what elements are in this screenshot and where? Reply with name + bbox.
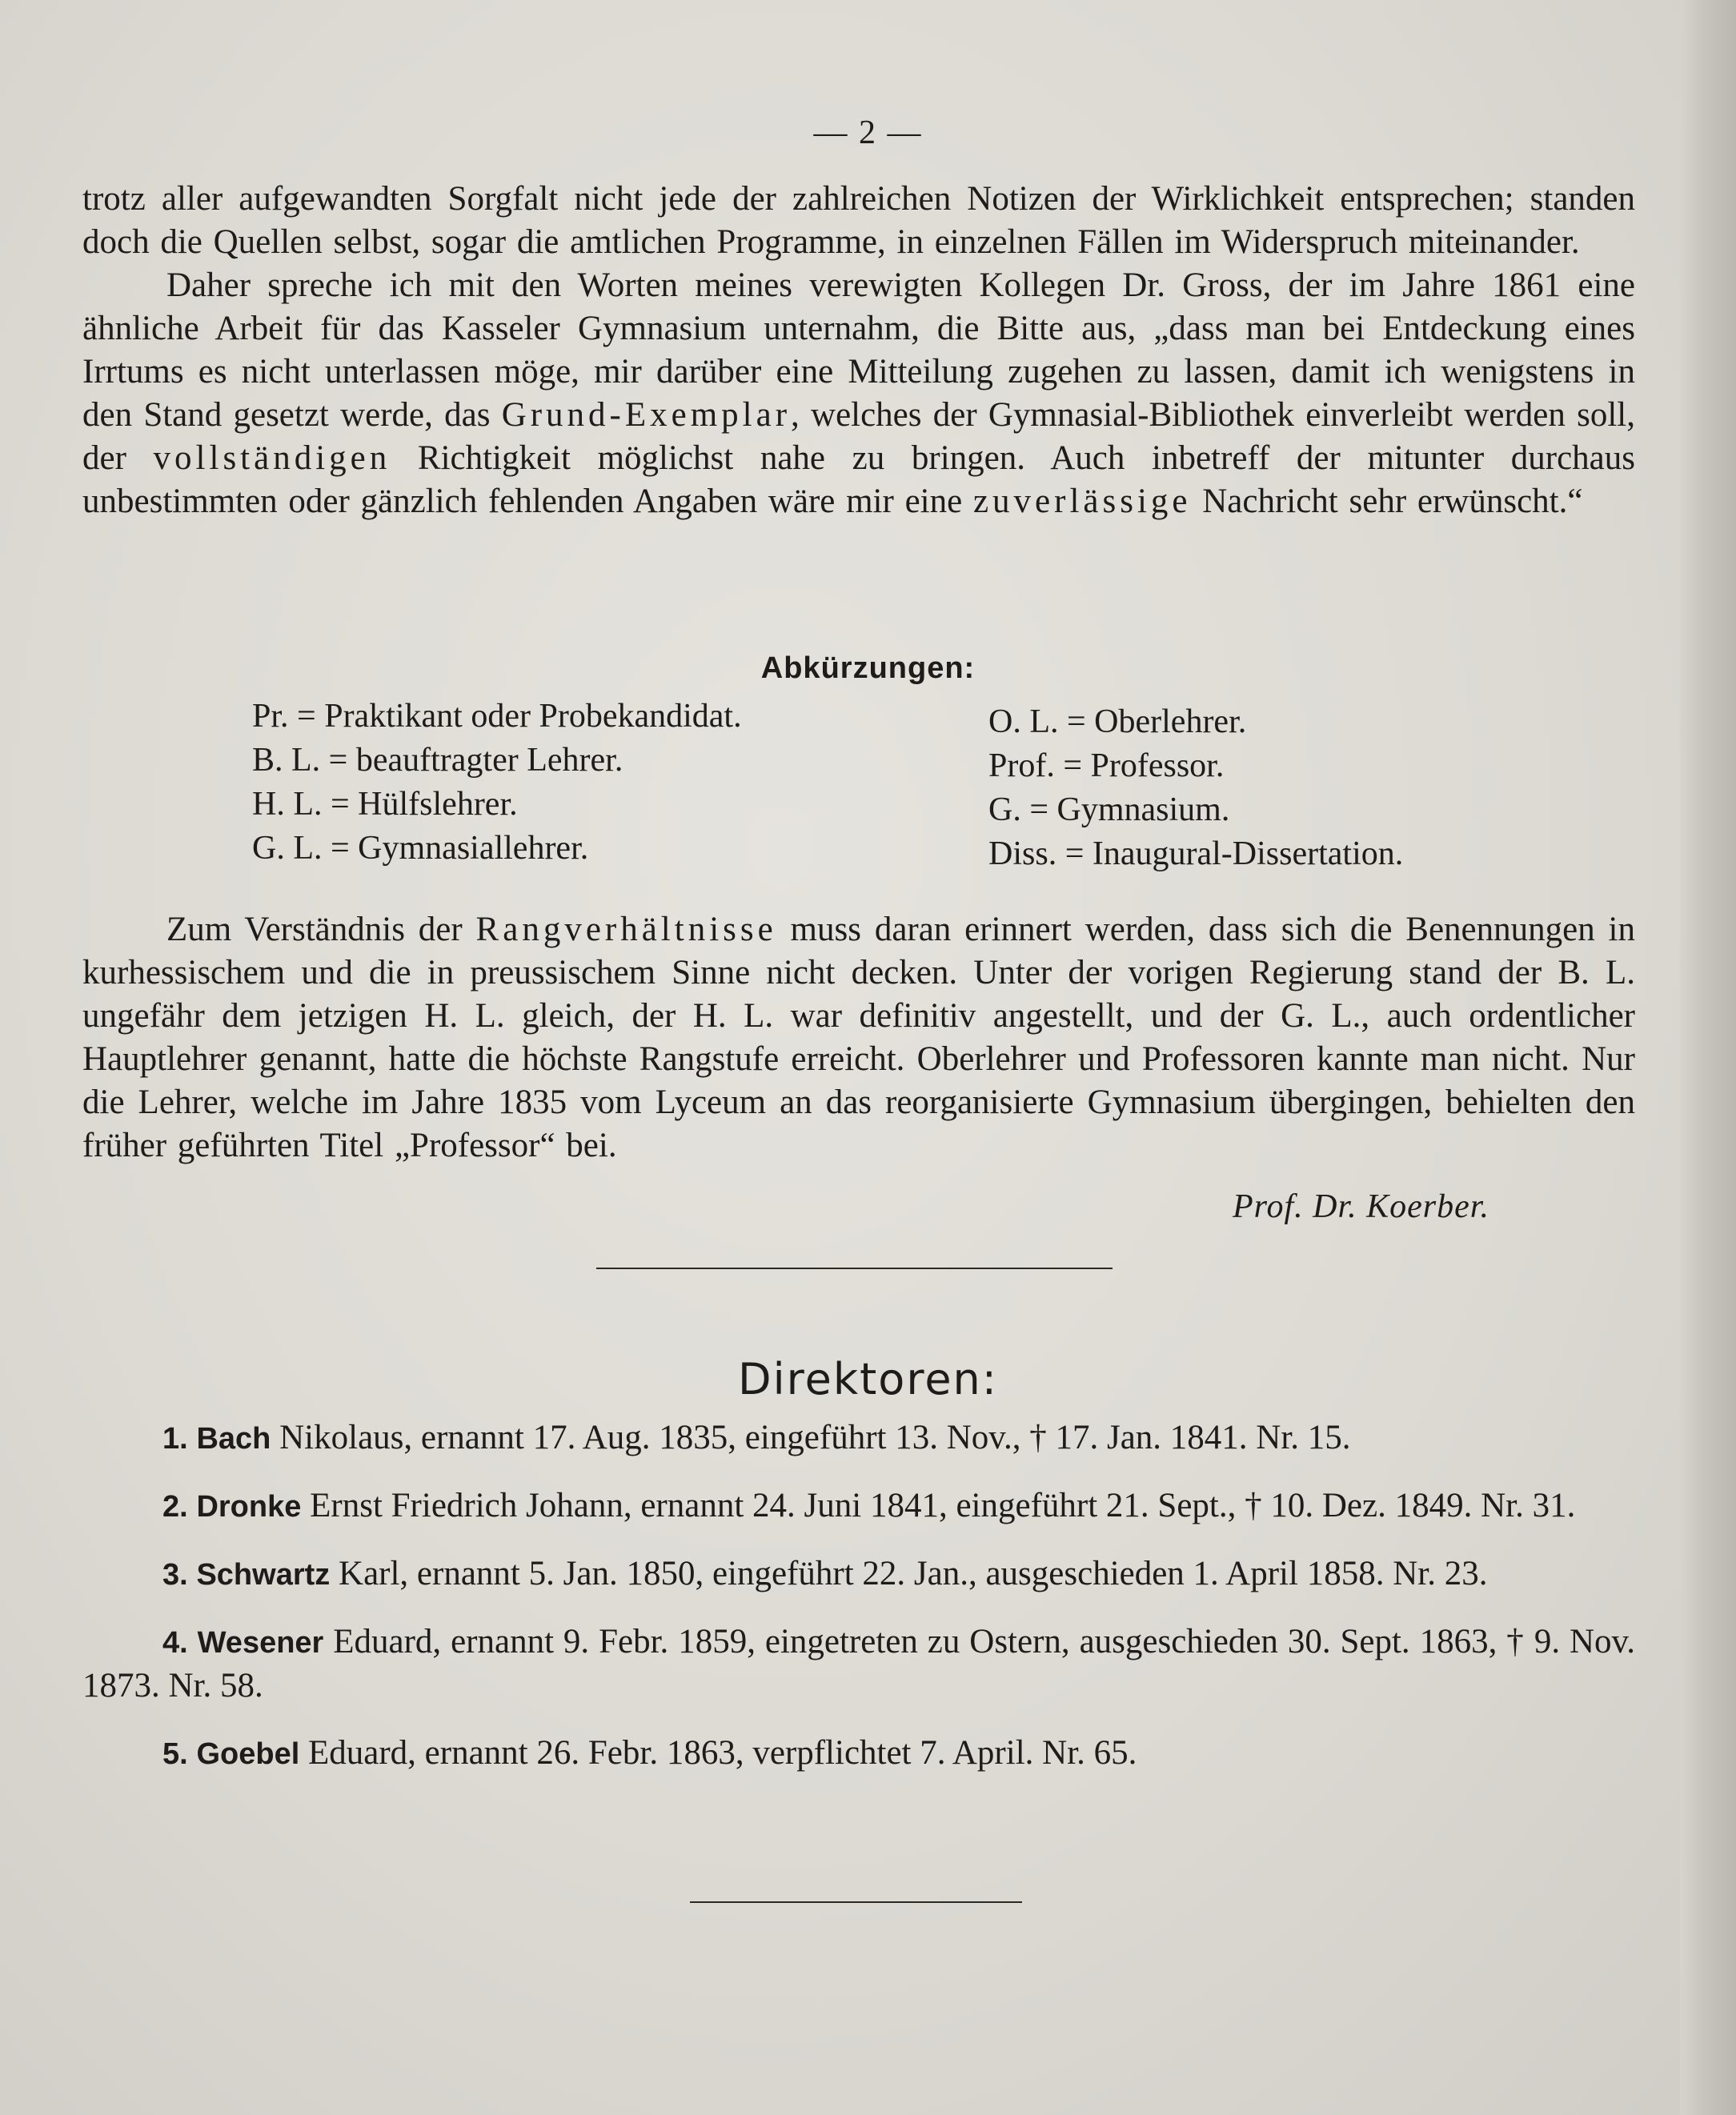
director-name: Goebel [196,1737,300,1771]
director-number: 1. [162,1422,188,1456]
spaced-term-grund-exemplar: Grund-Exemplar [501,396,792,434]
abbreviation-item: G. = Gymnasium. [988,791,1230,828]
section-divider [596,1268,1113,1269]
abbreviation-item: Diss. = Inaugural-Dissertation. [988,835,1404,872]
direktoren-heading: Direktoren: [738,1354,998,1404]
abbreviations-heading: Abkürzungen: [760,651,976,685]
rank-text [82,908,1635,1168]
abbreviation-item: G. L. = Gymnasiallehrer. [252,830,589,867]
director-details: Eduard, ernannt 9. Febr. 1859, eingetreten zu Ostern, ausgeschieden 30. Sept. 1863, † 9. Nov. 1873. Nr. 58. [82,1623,1635,1704]
director-name: Dronke [196,1490,302,1524]
intro-paragraph-1: trotz aller aufgewandten Sorgfalt nicht jede der zahlreichen Notizen der Wirklichkeit entsprechen; standen doch die Quellen selbst, sogar die amtlichen Programme, in einzelnen Fällen im Widerspruch miteinander. [82,180,1635,261]
director-details: Ernst Friedrich Johann, ernannt 24. Juni 1841, eingeführt 21. Sept., † 10. Dez. 1849. Nr. 31. [301,1487,1576,1524]
rank-paragraph: Zum Verständnis der Rangverhältnisse muss daran erinnert werden, dass sich die Benennungen in kurhessischem und die in preussischem Sinne nicht decken. Unter der vorigen Regierung stand der B. L. ungefähr dem jetzigen H. L. gleich, der H. L. war definitiv angestellt, und der G. L., auch ordentlicher Hauptlehrer genannt, hatte die höchste Rangstufe erreicht. Oberlehrer und Professoren kannte man nicht. Nur die Lehrer, welche im Jahre 1835 vom Lyceum an das reorganisierte Gymnasium übergingen, behielten den früher geführten Titel „Professor“ bei. [82,911,1636,1164]
director-entry [82,1484,1635,1528]
abbreviation-item: Prof. = Professor. [988,747,1225,784]
abbreviation-item: Pr. = Praktikant oder Probekandidat. [252,698,742,735]
abbreviations-left-column [252,695,742,871]
abbreviation-item: O. L. = Oberlehrer. [988,703,1247,740]
director-number: 4. [162,1626,188,1660]
director-details: Eduard, ernannt 26. Febr. 1863, verpflichtet 7. April. Nr. 65. [299,1734,1137,1772]
director-entry [82,1416,1635,1460]
director-number: 5. [162,1737,188,1771]
intro-paragraph-2: Daher spreche ich mit den Worten meines verewigten Kollegen Dr. Gross, der im Jahre 1861 eine ähnliche Arbeit für das Kasseler Gymnasium unternahm, die Bitte aus, „dass man bei Entdeckung eines Irrtums es nicht unterlassen möge, mir darüber eine Mitteilung zugehen zu lassen, damit ich wenigstens in den Stand gesetzt werde, das Grund-Exemplar, welches der Gymnasial-Bibliothek einverleibt werden soll, der vollständigen Richtigkeit möglichst nahe zu bringen. Auch inbetreff der mitunter durchaus unbestimmten oder gänzlich fehlenden Angaben wäre mir eine zuverlässige Nachricht sehr erwünscht.“ [82,266,1636,520]
spaced-term-vollstaendigen: vollständigen [153,439,391,477]
director-entry [82,1552,1635,1596]
director-name: Schwartz [196,1558,331,1592]
director-number: 2. [162,1490,188,1524]
author-signature: Prof. Dr. Koerber. [1233,1188,1489,1225]
directors-list [82,1416,1635,1800]
director-entry [82,1620,1635,1708]
spaced-term-zuverlaessige: zuverlässige [972,483,1192,520]
page-edge-shadow [1680,0,1736,2115]
director-number: 3. [162,1558,188,1592]
abbreviation-item: B. L. = beauftragter Lehrer. [252,742,623,779]
director-details: Karl, ernannt 5. Jan. 1850, eingeführt 22. Jan., ausgeschieden 1. April 1858. Nr. 23. [330,1555,1488,1592]
page-number: — 2 — [813,114,923,151]
director-details: Nikolaus, ernannt 17. Aug. 1835, eingeführt 13. Nov., † 17. Jan. 1841. Nr. 15. [271,1419,1351,1456]
spaced-term-rangverhaeltnisse: Rangverhältnisse [475,911,777,948]
section-divider [690,1901,1022,1903]
abbreviation-item: H. L. = Hülfslehrer. [252,786,518,823]
intro-text [82,178,1635,523]
abbreviations-right-column [988,700,1403,876]
director-name: Bach [196,1422,271,1456]
director-name: Wesener [197,1626,324,1660]
director-entry [82,1732,1635,1776]
